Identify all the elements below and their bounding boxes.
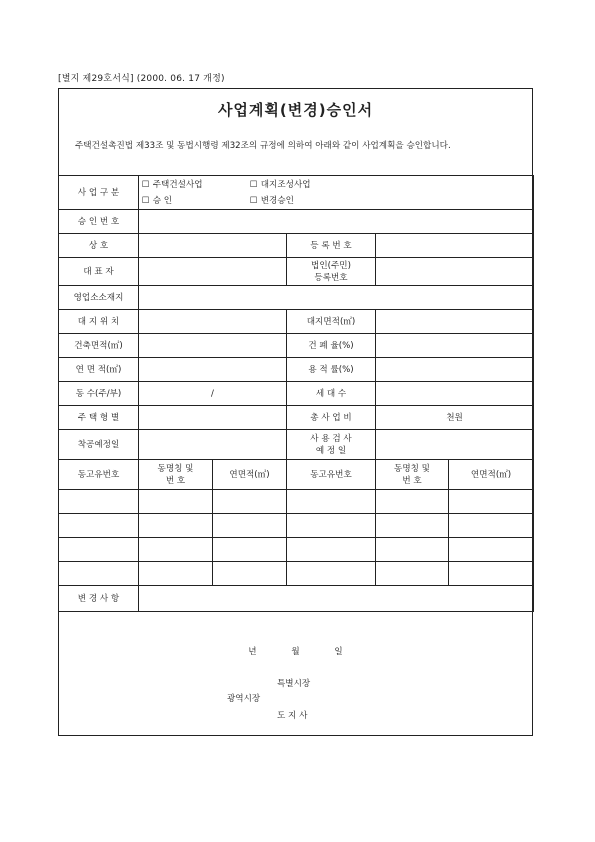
option-site-development[interactable]: ☐ 대지조성사업 — [249, 180, 311, 190]
company-name-label: 상 호 — [59, 234, 139, 258]
approval-no-value[interactable] — [139, 210, 534, 234]
table-cell[interactable] — [287, 514, 376, 538]
preamble-text: 주택건설촉진법 제33조 및 동법시행령 제32조의 규정에 의하여 아래와 같이 사업계획을 승인합니다. — [75, 141, 451, 151]
registration-no-value[interactable] — [376, 234, 534, 258]
table-cell[interactable] — [376, 514, 449, 538]
form-title: 사업계획(변경)승인서 — [217, 101, 374, 119]
table-cell[interactable] — [139, 562, 213, 586]
floor-area-header: 연면적(㎡) — [449, 460, 534, 490]
table-cell[interactable] — [59, 490, 139, 514]
housing-type-label: 주 택 형 별 — [59, 406, 139, 430]
housing-type-value[interactable] — [139, 406, 287, 430]
building-count-value[interactable] — [139, 382, 287, 406]
inspection-date-value[interactable] — [376, 430, 534, 460]
table-cell[interactable] — [287, 538, 376, 562]
table-row — [59, 562, 534, 586]
floor-area-ratio-value[interactable] — [376, 358, 534, 382]
table-row — [59, 490, 534, 514]
option-housing-construction[interactable]: ☐ 주택건설사업 — [141, 180, 203, 190]
site-location-label: 대 지 위 치 — [59, 310, 139, 334]
issuer-city: 특별시장 — [277, 679, 311, 689]
table-cell[interactable] — [139, 490, 213, 514]
issuer-governor: 도 지 사 — [277, 711, 308, 721]
unique-no-header: 동고유번호 — [59, 460, 139, 490]
table-cell[interactable] — [287, 490, 376, 514]
coverage-ratio-value[interactable] — [376, 334, 534, 358]
building-name-header: 동명칭 및 번 호 — [139, 460, 213, 490]
registration-no-label: 등 록 번 호 — [287, 234, 376, 258]
office-address-value[interactable] — [139, 286, 534, 310]
table-cell[interactable] — [376, 562, 449, 586]
year-label: 년 — [248, 647, 257, 657]
table-cell[interactable] — [376, 538, 449, 562]
change-items-value[interactable] — [139, 586, 534, 612]
total-floor-area-value[interactable] — [139, 358, 287, 382]
business-type-options — [139, 176, 534, 210]
table-cell[interactable] — [213, 562, 287, 586]
slash-separator: / — [211, 388, 214, 399]
table-cell[interactable] — [139, 538, 213, 562]
start-date-label: 착공예정일 — [59, 430, 139, 460]
site-area-label: 대지면적(㎡) — [287, 310, 376, 334]
corp-id-label: 법인(주민) 등록번호 — [287, 258, 376, 286]
table-cell[interactable] — [59, 538, 139, 562]
checkbox-icon[interactable]: ☐ — [249, 196, 258, 206]
form-reference: [별지 제29호서식] (2000. 06. 17 개정) — [58, 74, 225, 84]
table-row — [59, 538, 534, 562]
inspection-date-label: 사 용 검 사 예 정 일 — [287, 430, 376, 460]
table-cell[interactable] — [213, 514, 287, 538]
site-location-value[interactable] — [139, 310, 287, 334]
checkbox-icon[interactable]: ☐ — [249, 180, 258, 190]
building-area-label: 건축면적(㎡) — [59, 334, 139, 358]
form-frame — [58, 88, 533, 736]
checkbox-icon[interactable]: ☐ — [141, 180, 150, 190]
table-cell[interactable] — [59, 514, 139, 538]
day-label: 일 — [334, 647, 343, 657]
table-row — [59, 514, 534, 538]
floor-area-ratio-label: 용 적 률(%) — [287, 358, 376, 382]
option-change-approval[interactable]: ☐ 변경승인 — [249, 196, 294, 206]
unique-no-header: 동고유번호 — [287, 460, 376, 490]
table-cell[interactable] — [449, 514, 534, 538]
households-label: 세 대 수 — [287, 382, 376, 406]
table-cell[interactable] — [287, 562, 376, 586]
table-cell[interactable] — [139, 514, 213, 538]
building-name-header: 동명칭 및 번 호 — [376, 460, 449, 490]
coverage-ratio-label: 건 폐 율(%) — [287, 334, 376, 358]
office-address-label: 영업소소재지 — [59, 286, 139, 310]
total-cost-value[interactable] — [376, 406, 534, 430]
table-cell[interactable] — [376, 490, 449, 514]
start-date-value[interactable] — [139, 430, 287, 460]
table-cell[interactable] — [213, 490, 287, 514]
building-count-label: 동 수(주/부) — [59, 382, 139, 406]
households-value[interactable] — [376, 382, 534, 406]
checkbox-icon[interactable]: ☐ — [141, 196, 150, 206]
issuer-metro: 광역시장 — [227, 694, 261, 704]
change-items-label: 변 경 사 항 — [59, 586, 139, 612]
company-name-value[interactable] — [139, 234, 287, 258]
total-cost-label: 총 사 업 비 — [287, 406, 376, 430]
table-cell[interactable] — [449, 538, 534, 562]
issue-date — [59, 645, 532, 657]
table-cell[interactable] — [59, 562, 139, 586]
approval-no-label: 승 인 번 호 — [59, 210, 139, 234]
table-cell[interactable] — [449, 490, 534, 514]
business-type-label: 사 업 구 분 — [59, 176, 139, 210]
building-area-value[interactable] — [139, 334, 287, 358]
option-approval[interactable]: ☐ 승 인 — [141, 196, 173, 206]
site-area-value[interactable] — [376, 310, 534, 334]
representative-value[interactable] — [139, 258, 287, 286]
table-cell[interactable] — [213, 538, 287, 562]
cost-unit: 천원 — [446, 412, 463, 423]
table-cell[interactable] — [449, 562, 534, 586]
floor-area-header: 연면적(㎡) — [213, 460, 287, 490]
total-floor-area-label: 연 면 적(㎡) — [59, 358, 139, 382]
month-label: 월 — [291, 647, 300, 657]
corp-id-value[interactable] — [376, 258, 534, 286]
form-table — [58, 175, 534, 612]
representative-label: 대 표 자 — [59, 258, 139, 286]
